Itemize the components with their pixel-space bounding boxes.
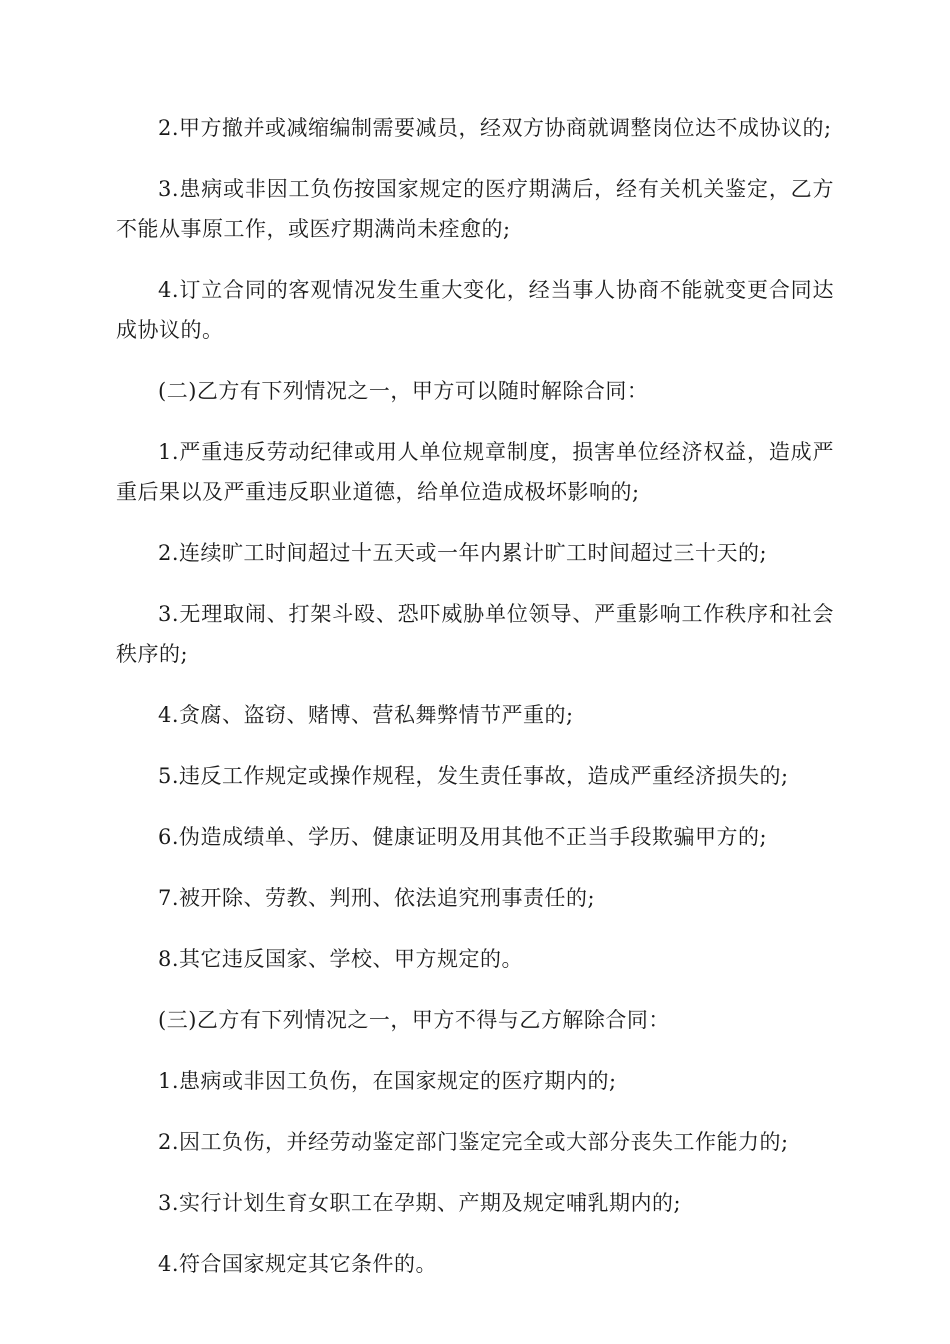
paragraph-11: 7.被开除、劳教、判刑、依法追究刑事责任的; [158,886,596,910]
paragraph-9: 5.违反工作规定或操作规程，发生责任事故，造成严重经济损失的; [158,764,789,788]
paragraph-15: 2.因工负伤，并经劳动鉴定部门鉴定完全或大部分丧失工作能力的; [158,1130,789,1154]
paragraph-7: 3.无理取闹、打架斗殴、恐吓威胁单位领导、严重影响工作秩序和社会秩序的; [116,602,834,666]
section-heading-3: (三)乙方有下列情况之一，甲方不得与乙方解除合同： [158,1008,670,1032]
paragraph-1: 2.甲方撤并或减缩编制需要减员，经双方协商就调整岗位达不成协议的; [158,116,832,140]
paragraph-3: 4.订立合同的客观情况发生重大变化，经当事人协商不能就变更合同达成协议的。 [116,278,834,342]
section-heading-2: (二)乙方有下列情况之一，甲方可以随时解除合同： [158,379,649,403]
paragraph-8: 4.贪腐、盗窃、赌博、营私舞弊情节严重的; [158,703,574,727]
paragraph-2: 3.患病或非因工负伤按国家规定的医疗期满后，经有关机关鉴定，乙方不能从事原工作，或医疗期满尚未痊愈的; [116,177,834,241]
paragraph-5: 1.严重违反劳动纪律或用人单位规章制度，损害单位经济权益，造成严重后果以及严重违反职业道德，给单位造成极坏影响的; [116,440,834,504]
paragraph-16: 3.实行计划生育女职工在孕期、产期及规定哺乳期内的; [158,1191,682,1215]
paragraph-17: 4.符合国家规定其它条件的。 [158,1252,438,1276]
paragraph-14: 1.患病或非因工负伤，在国家规定的医疗期内的; [158,1069,617,1093]
paragraph-10: 6.伪造成绩单、学历、健康证明及用其他不正当手段欺骗甲方的; [158,825,768,849]
paragraph-12: 8.其它违反国家、学校、甲方规定的。 [158,947,524,971]
paragraph-6: 2.连续旷工时间超过十五天或一年内累计旷工时间超过三十天的; [158,541,768,565]
document-page [116,108,834,1305]
